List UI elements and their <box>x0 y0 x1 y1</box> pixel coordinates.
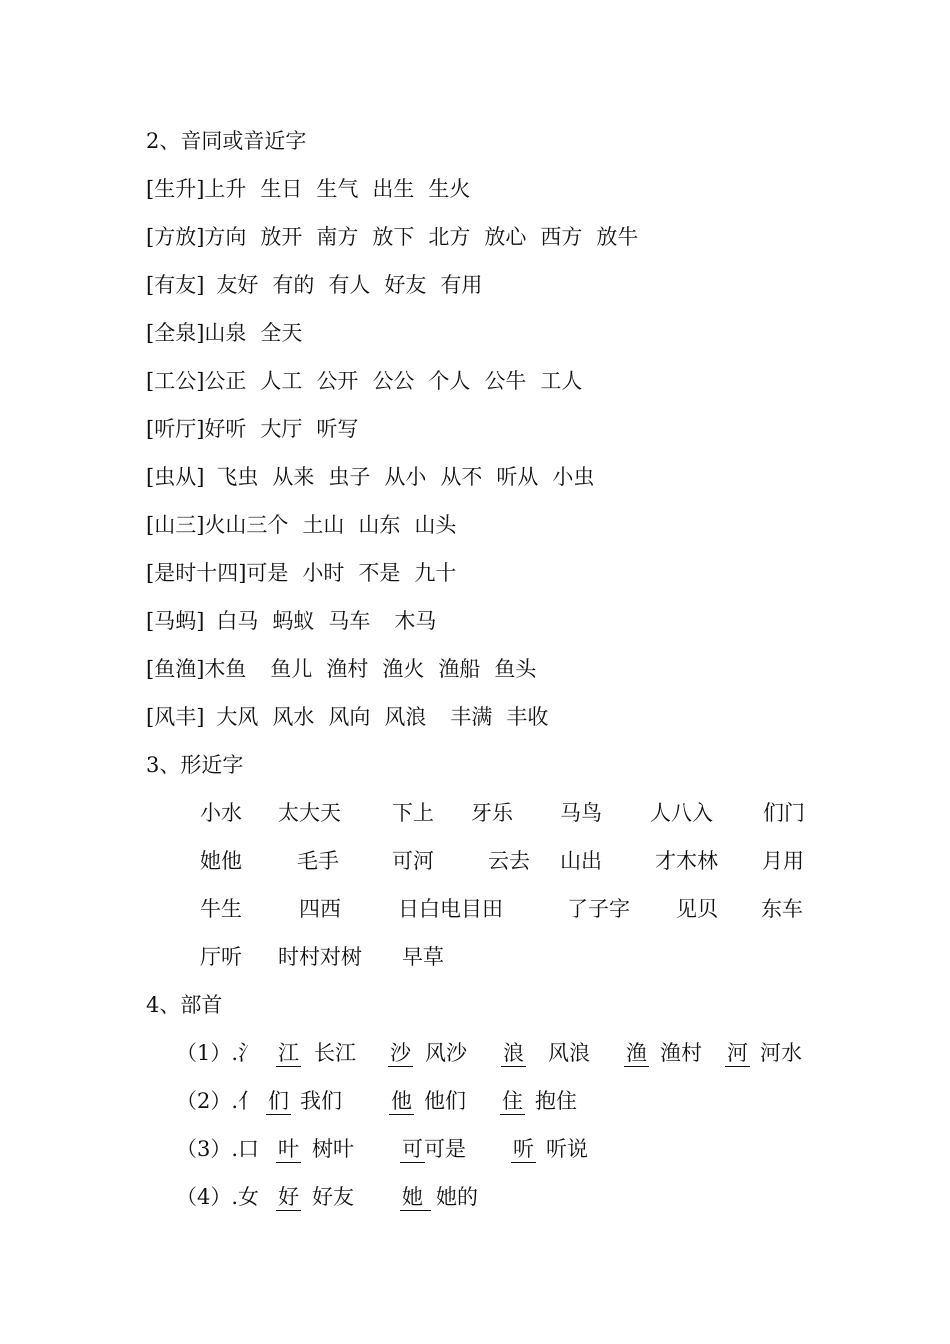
word: 放下 <box>372 225 415 249</box>
word: 蚂蚁 <box>272 609 315 633</box>
shape-group: 见贝 <box>676 897 718 921</box>
shape-group: 厅听 <box>200 945 242 969</box>
radical-char <box>725 1039 750 1067</box>
word: 木鱼 <box>204 657 247 681</box>
pair-row <box>146 703 562 731</box>
word: 火山三个 <box>204 513 289 537</box>
word: 人工 <box>260 369 303 393</box>
word: 渔火 <box>382 657 425 681</box>
pair-row <box>146 511 470 539</box>
radical-word: 听说 <box>546 1137 588 1161</box>
radical-char <box>500 1087 525 1115</box>
word: 出生 <box>372 177 415 201</box>
underlined-char: 叶 <box>278 1137 299 1161</box>
word: 公正 <box>204 369 247 393</box>
section-heading-4: 4、部首 <box>146 993 223 1017</box>
radical-char <box>276 1183 301 1211</box>
shape-group: 毛手 <box>297 849 339 873</box>
radical-char <box>501 1039 526 1067</box>
word: 放心 <box>484 225 527 249</box>
radical-label: （4）.女 <box>176 1185 260 1209</box>
word: 听从 <box>496 465 539 489</box>
shape-group: 马鸟 <box>560 801 602 825</box>
shape-group: 太大天 <box>278 801 341 825</box>
word: 山泉 <box>204 321 247 345</box>
shape-group: 了子字 <box>567 897 630 921</box>
shape-group: 日白电目田 <box>398 897 503 921</box>
word: 鱼头 <box>494 657 537 681</box>
word: 好听 <box>204 417 247 441</box>
shape-group: 下上 <box>392 801 434 825</box>
shape-group: 时村对树 <box>278 945 362 969</box>
word: 上升 <box>204 177 247 201</box>
radical-word: 长江 <box>314 1041 356 1065</box>
word: 风浪 <box>384 705 427 729</box>
radical-label: （2）.亻 <box>176 1089 260 1113</box>
section-heading-3: 3、形近字 <box>146 753 244 777</box>
word: 全天 <box>260 321 303 345</box>
word: 有人 <box>328 273 371 297</box>
shape-group: 可河 <box>392 849 434 873</box>
word: 从来 <box>272 465 315 489</box>
underlined-char: 浪 <box>503 1041 524 1065</box>
word: 飞虫 <box>216 465 259 489</box>
radical-char <box>388 1039 413 1067</box>
word: 放开 <box>260 225 303 249</box>
radical-label: （3）.口 <box>176 1137 260 1161</box>
shape-group: 早草 <box>402 945 444 969</box>
underlined-char: 们 <box>268 1089 289 1113</box>
radical-char <box>511 1135 536 1163</box>
word: 友好 <box>216 273 259 297</box>
radical-char <box>400 1183 431 1211</box>
word: 山东 <box>358 513 401 537</box>
pair-row <box>146 607 450 635</box>
pair-tag: [有友] <box>146 273 205 297</box>
pair-tag: [全泉] <box>146 321 205 345</box>
underlined-char: 她 <box>400 1185 431 1211</box>
underlined-char: 好 <box>278 1185 299 1209</box>
shape-group: 她他 <box>200 849 242 873</box>
word: 山头 <box>414 513 457 537</box>
word: 从不 <box>440 465 483 489</box>
shape-group: 小水 <box>200 801 242 825</box>
pair-row <box>146 175 484 203</box>
radical-word: 河水 <box>760 1041 802 1065</box>
underlined-char: 沙 <box>390 1041 411 1065</box>
word: 风水 <box>272 705 315 729</box>
word: 九十 <box>414 561 457 585</box>
word: 白马 <box>216 609 259 633</box>
word: 大厅 <box>260 417 303 441</box>
word: 丰收 <box>506 705 549 729</box>
section-heading-2: 2、音同或音近字 <box>146 129 307 153</box>
pair-row <box>146 319 316 347</box>
pair-tag: [生升] <box>146 177 205 201</box>
word: 生火 <box>428 177 471 201</box>
radical-char <box>389 1087 414 1115</box>
pair-tag: [山三] <box>146 513 205 537</box>
pair-tag: [工公] <box>146 369 205 393</box>
word: 渔船 <box>438 657 481 681</box>
word: 北方 <box>428 225 471 249</box>
radical-char <box>266 1087 291 1115</box>
pair-row <box>146 367 596 395</box>
word: 放牛 <box>596 225 639 249</box>
pair-tag: [方放] <box>146 225 205 249</box>
shape-group: 云去 <box>488 849 530 873</box>
radical-word: 渔村 <box>660 1041 702 1065</box>
word: 马车 <box>328 609 371 633</box>
underlined-char: 渔 <box>626 1041 647 1065</box>
underlined-char: 他 <box>391 1089 412 1113</box>
pair-tag: [听厅] <box>146 417 205 441</box>
pair-tag: [是时十四] <box>146 561 247 585</box>
radical-word: 他们 <box>424 1089 466 1113</box>
word: 虫子 <box>328 465 371 489</box>
word: 有用 <box>440 273 483 297</box>
pair-row <box>146 415 372 443</box>
word: 生气 <box>316 177 359 201</box>
word: 可是 <box>246 561 289 585</box>
radical-label: （1）.氵 <box>176 1041 260 1065</box>
shape-group: 人八入 <box>650 801 713 825</box>
pair-tag: [风丰] <box>146 705 205 729</box>
radical-word: 树叶 <box>312 1137 354 1161</box>
word: 鱼儿 <box>270 657 313 681</box>
shape-group: 们门 <box>763 801 805 825</box>
radical-word: 好友 <box>312 1185 354 1209</box>
pair-tag: [虫从] <box>146 465 205 489</box>
shape-group: 四西 <box>299 897 341 921</box>
word: 个人 <box>428 369 471 393</box>
radical-word: 可是 <box>424 1137 466 1161</box>
word: 小虫 <box>552 465 595 489</box>
underlined-char: 听 <box>513 1137 534 1161</box>
radical-word: 风浪 <box>548 1041 590 1065</box>
word: 西方 <box>540 225 583 249</box>
radical-word: 抱住 <box>535 1089 577 1113</box>
word: 公开 <box>316 369 359 393</box>
pair-row <box>146 559 470 587</box>
radical-char <box>276 1135 301 1163</box>
word: 方向 <box>204 225 247 249</box>
word: 工人 <box>540 369 583 393</box>
word: 土山 <box>302 513 345 537</box>
word: 渔村 <box>326 657 369 681</box>
shape-group: 牛生 <box>200 897 242 921</box>
shape-group: 月用 <box>762 849 804 873</box>
pair-row <box>146 463 608 491</box>
radical-word: 风沙 <box>425 1041 467 1065</box>
word: 木马 <box>394 609 437 633</box>
word: 大风 <box>216 705 259 729</box>
pair-row <box>146 271 496 299</box>
word: 不是 <box>358 561 401 585</box>
shape-group: 才木林 <box>655 849 718 873</box>
shape-group: 牙乐 <box>471 801 513 825</box>
underlined-char: 住 <box>502 1089 523 1113</box>
word: 生日 <box>260 177 303 201</box>
word: 丰满 <box>450 705 493 729</box>
word: 听写 <box>316 417 359 441</box>
underlined-char: 江 <box>278 1041 299 1065</box>
word: 南方 <box>316 225 359 249</box>
shape-group: 东车 <box>761 897 803 921</box>
word: 有的 <box>272 273 315 297</box>
word: 好友 <box>384 273 427 297</box>
pair-tag: [马蚂] <box>146 609 205 633</box>
radical-word: 我们 <box>300 1089 342 1113</box>
radical-char <box>400 1135 425 1163</box>
shape-group: 山出 <box>560 849 602 873</box>
word: 公牛 <box>484 369 527 393</box>
pair-tag: [鱼渔] <box>146 657 205 681</box>
radical-word: 她的 <box>436 1185 478 1209</box>
underlined-char: 河 <box>727 1041 748 1065</box>
radical-char <box>624 1039 649 1067</box>
radical-char <box>276 1039 301 1067</box>
pair-row <box>146 223 652 251</box>
word: 从小 <box>384 465 427 489</box>
pair-row <box>146 655 550 683</box>
word: 公公 <box>372 369 415 393</box>
underlined-char: 可 <box>402 1137 423 1161</box>
word: 小时 <box>302 561 345 585</box>
word: 风向 <box>328 705 371 729</box>
